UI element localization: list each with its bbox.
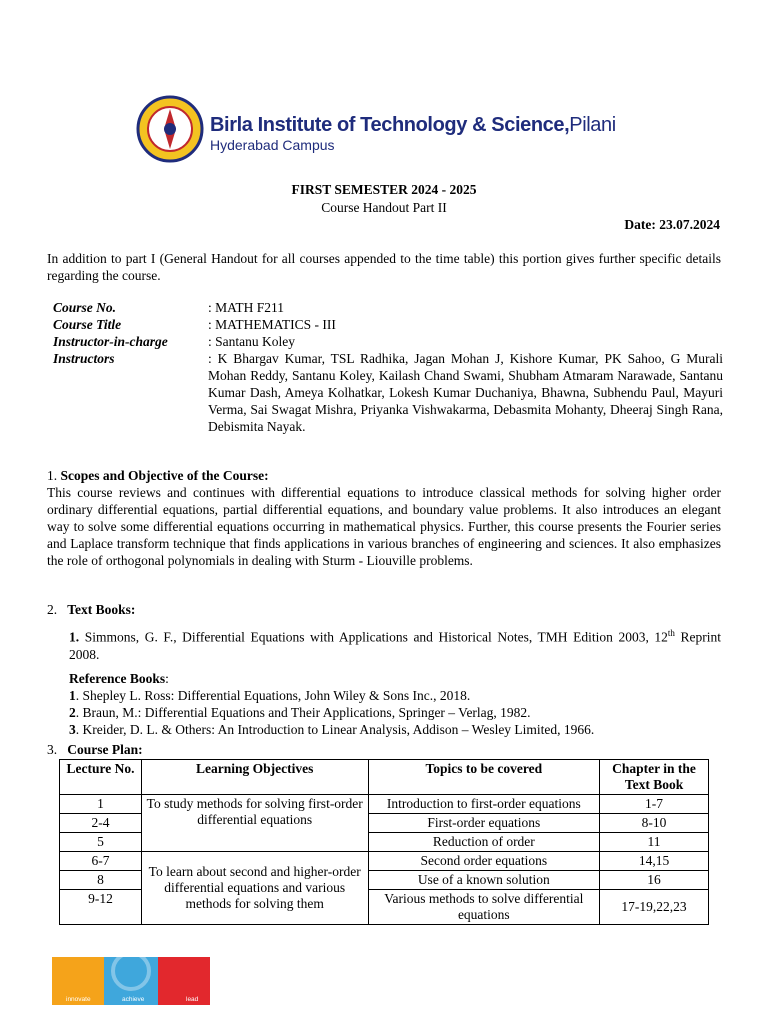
course-title-value: : MATHEMATICS - III	[208, 317, 336, 332]
chapter-cell: 16	[600, 871, 709, 890]
objective-cell: To study methods for solving first-order differential equations	[141, 795, 368, 852]
lecture-cell: 8	[60, 871, 142, 890]
course-no-label: Course No.	[53, 300, 117, 315]
topic-cell: Second order equations	[368, 852, 600, 871]
chapter-cell: 11	[600, 833, 709, 852]
lead-word: lead	[186, 996, 199, 1003]
semester-title: FIRST SEMESTER 2024 - 2025	[291, 182, 477, 197]
lecture-cell: 2-4	[60, 814, 142, 833]
chapter-cell: 14,15	[600, 852, 709, 871]
instructors-row	[53, 350, 723, 435]
topic-cell: Various methods to solve differential equations	[368, 890, 600, 925]
ic-row	[53, 333, 723, 350]
section-2-number: 2.	[47, 602, 58, 617]
header-objectives: Learning Objectives	[141, 760, 368, 795]
section-1	[47, 467, 721, 569]
header-lecture: Lecture No.	[60, 760, 142, 795]
course-no-row	[53, 299, 723, 316]
lecture-cell: 5	[60, 833, 142, 852]
achieve-word: achieve	[122, 996, 145, 1003]
ref-title: Reference Books	[69, 670, 166, 686]
text-book-end: Reprint 2008.	[69, 629, 721, 662]
reference-books	[69, 670, 721, 738]
text-book-number: 1.	[69, 629, 80, 645]
lead-block	[158, 957, 210, 1005]
section-1-body: This course reviews and continues with differential equations to introduce classical methods for solving higher order ordinary differential equations, partial differential equations, and boundary value problems. It also introduces an elegant way to solve some differential equations occurring in mathematical physics. Further, this course presents the Fourier series and Laplace transform technique that finds applications in various branches of engineering and sciences. It also emphasizes the role of orthogonal polynomials in dealing with Sturm - Liouville problems.	[47, 485, 721, 568]
handout-date: Date: 23.07.2024	[624, 217, 720, 232]
handout-part: Course Handout Part II	[321, 200, 447, 215]
text-book-text: Simmons, G. F., Differential Equations with Applications and Historical Notes, TMH Edition 2003, 12	[84, 629, 668, 645]
header-topics: Topics to be covered	[368, 760, 600, 795]
section-1-title: Scopes and Objective of the Course:	[60, 468, 269, 483]
course-details	[53, 299, 723, 435]
campus-name: Hyderabad Campus	[210, 137, 335, 153]
course-title-label: Course Title	[53, 317, 122, 332]
topic-cell: Use of a known solution	[368, 871, 600, 890]
lecture-cell: 6-7	[60, 852, 142, 871]
section-3-number: 3.	[47, 742, 58, 757]
table-row	[60, 795, 709, 814]
section-3-heading	[47, 742, 143, 758]
lecture-cell: 1	[60, 795, 142, 814]
bits-seal-icon	[136, 95, 204, 163]
ref-item: 1. Shepley L. Ross: Differential Equations, John Wiley & Sons Inc., 2018.	[69, 687, 471, 703]
ref-colon: :	[165, 670, 169, 686]
chapter-cell: 1-7	[600, 795, 709, 814]
topic-cell: First-order equations	[368, 814, 600, 833]
chapter-cell: 8-10	[600, 814, 709, 833]
table-row	[60, 852, 709, 871]
ref-item: 2. Braun, M.: Differential Equations and Their Applications, Springer – Verlag, 1982.	[69, 704, 531, 720]
topic-cell: Reduction of order	[368, 833, 600, 852]
footer-logo	[52, 957, 210, 1005]
course-no-value: : MATH F211	[208, 300, 285, 315]
innovate-word: innovate	[66, 996, 91, 1003]
intro-paragraph: In addition to part I (General Handout for all courses appended to the time table) this portion gives further specific details regarding the course.	[47, 251, 721, 283]
text-book-sup: th	[667, 628, 675, 638]
institute-name: Birla Institute of Technology & Science,Pilani	[210, 114, 616, 136]
course-plan-table	[59, 759, 709, 925]
course-title-row	[53, 316, 723, 333]
instructors-value: : K Bhargav Kumar, TSL Radhika, Jagan Mohan J, Kishore Kumar, PK Sahoo, G Murali Mohan Reddy, Santanu Koley, Kailash Chand Swami, Shubham Atmaram Narawade, Santanu Kumar Dash, Ameya Kolhatkar, Lokesh Kumar Duchaniya, Bhawna, Subhendu Paul, Mayuri Verma, Sai Swagat Mishra, Priyanka Vishwakarma, Debasmita Mohanty, Dheeraj Singh Rana, Debismita Nayak.	[208, 351, 723, 434]
chapter-cell: 17-19,22,23	[600, 890, 709, 925]
lecture-cell: 9-12	[60, 890, 142, 925]
topic-cell: Introduction to first-order equations	[368, 795, 600, 814]
ic-value: : Santanu Koley	[208, 334, 295, 349]
section-2-title: Text Books:	[67, 602, 136, 617]
instructors-label: Instructors	[53, 351, 115, 366]
text-book	[69, 625, 721, 663]
ref-item: 3. Kreider, D. L. & Others: An Introduction to Linear Analysis, Addison – Wesley Limited, 1966.	[69, 721, 595, 737]
table-header-row	[60, 760, 709, 795]
section-1-number: 1.	[47, 468, 58, 483]
objective-cell: To learn about second and higher-order differential equations and various methods for solving them	[141, 852, 368, 925]
section-2	[47, 601, 721, 738]
header-chapter: Chapter in the Text Book	[600, 760, 709, 795]
ic-label: Instructor-in-charge	[53, 334, 168, 349]
section-3-title: Course Plan:	[67, 742, 143, 757]
